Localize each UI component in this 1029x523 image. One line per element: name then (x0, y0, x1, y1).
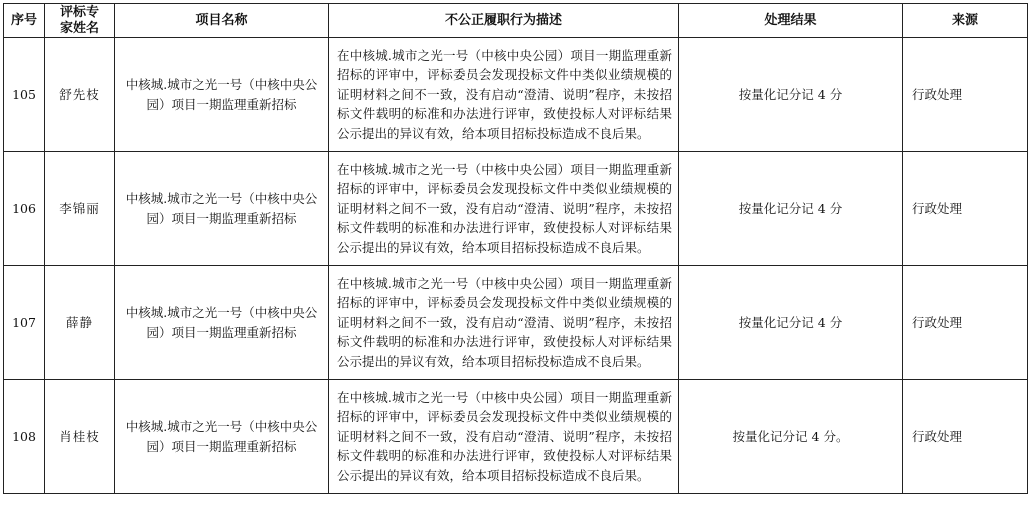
cell-project: 中核城.城市之光一号（中核中央公园）项目一期监理重新招标 (115, 38, 329, 152)
header-expert-name (45, 4, 115, 38)
cell-description: 在中核城.城市之光一号（中核中央公园）项目一期监理重新招标的评审中，评标委员会发现投标文件中类似业绩规模的证明材料之间不一致，没有启动“澄清、说明”程序，未按招标文件载明的标准和办法进行评审，致使投标人对评标结果公示提出的异议有效，给本项目招标投标造成不良后果。 (329, 38, 679, 152)
cell-seq: 108 (4, 380, 45, 494)
table-row (4, 380, 1028, 494)
penalty-table (3, 3, 1028, 494)
cell-source: 行政处理 (903, 38, 1028, 152)
cell-expert: 舒先枝 (45, 38, 115, 152)
cell-seq: 105 (4, 38, 45, 152)
cell-seq: 106 (4, 152, 45, 266)
cell-expert: 李锦丽 (45, 152, 115, 266)
cell-expert: 薛静 (45, 266, 115, 380)
cell-source: 行政处理 (903, 266, 1028, 380)
cell-result: 按量化记分记 4 分。 (679, 380, 903, 494)
header-result: 处理结果 (679, 4, 903, 38)
cell-source: 行政处理 (903, 380, 1028, 494)
cell-description: 在中核城.城市之光一号（中核中央公园）项目一期监理重新招标的评审中，评标委员会发现投标文件中类似业绩规模的证明材料之间不一致，没有启动“澄清、说明”程序，未按招标文件载明的标准和办法进行评审，致使投标人对评标结果公示提出的异议有效，给本项目招标投标造成不良后果。 (329, 266, 679, 380)
cell-result: 按量化记分记 4 分 (679, 266, 903, 380)
cell-expert: 肖桂枝 (45, 380, 115, 494)
cell-description: 在中核城.城市之光一号（中核中央公园）项目一期监理重新招标的评审中，评标委员会发现投标文件中类似业绩规模的证明材料之间不一致，没有启动“澄清、说明”程序，未按招标文件载明的标准和办法进行评审，致使投标人对评标结果公示提出的异议有效，给本项目招标投标造成不良后果。 (329, 152, 679, 266)
cell-project: 中核城.城市之光一号（中核中央公园）项目一期监理重新招标 (115, 266, 329, 380)
header-misconduct: 不公正履职行为描述 (329, 4, 679, 38)
header-project: 项目名称 (115, 4, 329, 38)
table-row (4, 266, 1028, 380)
cell-source: 行政处理 (903, 152, 1028, 266)
cell-description: 在中核城.城市之光一号（中核中央公园）项目一期监理重新招标的评审中，评标委员会发现投标文件中类似业绩规模的证明材料之间不一致，没有启动“澄清、说明”程序，未按招标文件载明的标准和办法进行评审，致使投标人对评标结果公示提出的异议有效，给本项目招标投标造成不良后果。 (329, 380, 679, 494)
header-seq: 序号 (4, 4, 45, 38)
table-row (4, 152, 1028, 266)
table-header-row (4, 4, 1028, 38)
header-source: 来源 (903, 4, 1028, 38)
cell-project: 中核城.城市之光一号（中核中央公园）项目一期监理重新招标 (115, 152, 329, 266)
table-row (4, 38, 1028, 152)
cell-result: 按量化记分记 4 分 (679, 152, 903, 266)
cell-project: 中核城.城市之光一号（中核中央公园）项目一期监理重新招标 (115, 380, 329, 494)
header-expert-name-text: 评标专家姓名 (59, 4, 99, 36)
cell-seq: 107 (4, 266, 45, 380)
cell-result: 按量化记分记 4 分 (679, 38, 903, 152)
